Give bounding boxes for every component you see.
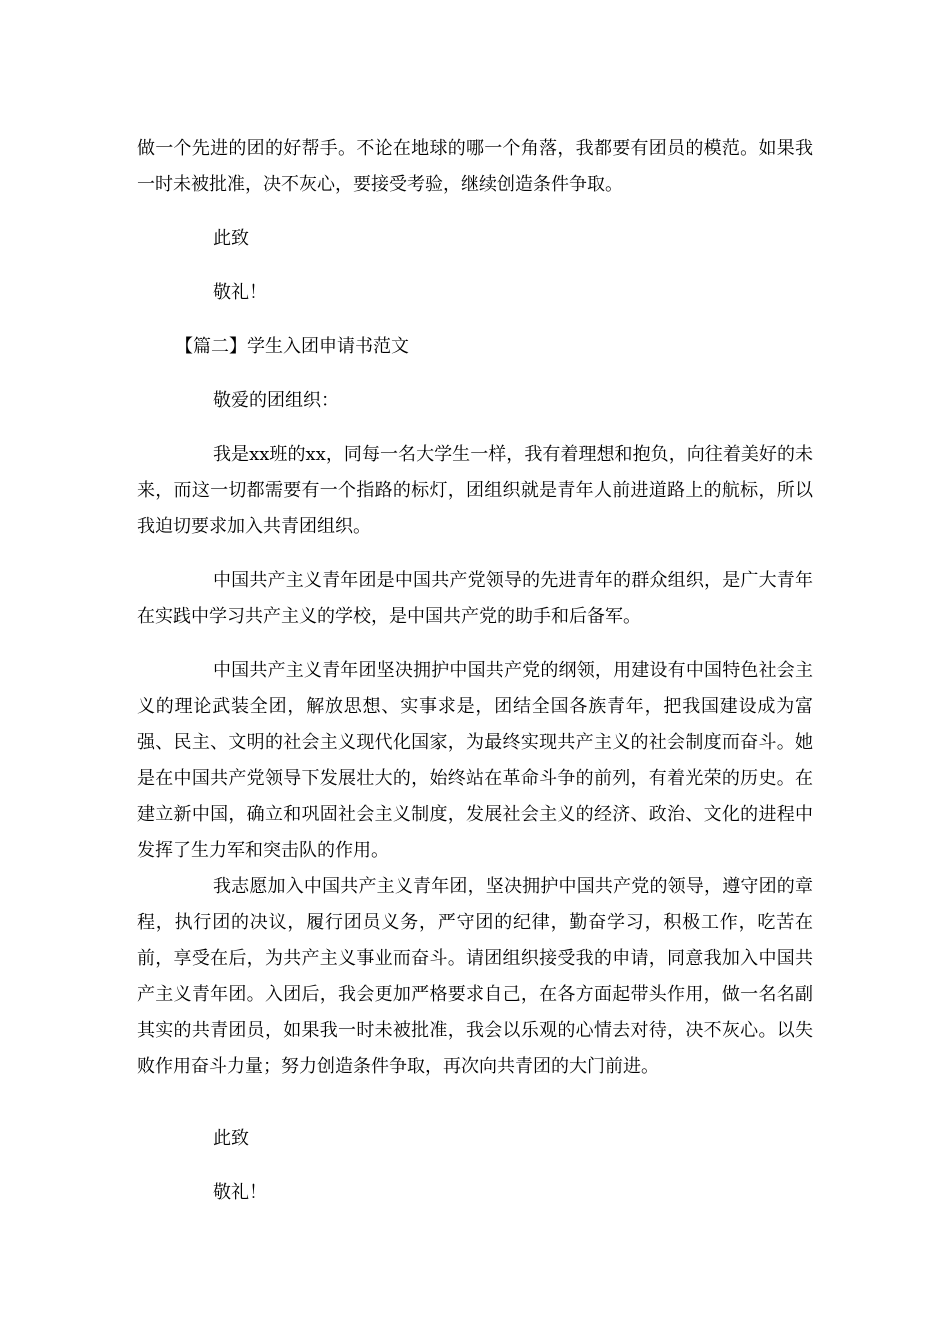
section-heading: 【篇二】学生入团申请书范文 — [175, 336, 409, 357]
paragraph-4: 我志愿加入中国共产主义青年团，坚决拥护中国共产党的领导，遵守团的章程，执行团的决议，履行团员义务，严守团的纪律，勤奋学习，积极工作，吃苦在前，享受在后，为共产主义事业而奋斗。请团组织接受我的申请，同意我加入中国共产主义青年团。入团后，我会更加严格要求自己，在各方面起带头作用，做一名名副其实的共青团员，如果我一时未被批准，我会以乐观的心情去对待，决不灰心。以失败作用奋斗力量；努力创造条件争取，再次向共青团的大门前进。 — [137, 876, 813, 1077]
greeting: 敬爱的团组织： — [213, 390, 339, 411]
closing-regards: 敬礼！ — [213, 1182, 267, 1203]
closing-salute: 此致 — [213, 228, 249, 249]
closing-regards: 敬礼！ — [213, 282, 267, 303]
paragraph-continuation: 做一个先进的团的好帮手。不论在地球的哪一个角落，我都要有团员的模范。如果我一时未被批准，决不灰心，要接受考验，继续创造条件争取。 — [137, 138, 813, 195]
closing-salute: 此致 — [213, 1128, 249, 1149]
paragraph-1: 我是xx班的xx，同每一名大学生一样，我有着理想和抱负，向往着美好的未来，而这一切都需要有一个指路的标灯，团组织就是青年人前进道路上的航标，所以我迫切要求加入共青团组织。 — [137, 444, 813, 537]
paragraph-2: 中国共产主义青年团是中国共产党领导的先进青年的群众组织，是广大青年在实践中学习共产主义的学校，是中国共产党的助手和后备军。 — [137, 570, 813, 627]
paragraph-3: 中国共产主义青年团坚决拥护中国共产党的纲领，用建设有中国特色社会主义的理论武装全团，解放思想、实事求是，团结全国各族青年，把我国建设成为富强、民主、文明的社会主义现代化国家，为最终实现共产主义的社会制度而奋斗。她是在中国共产党领导下发展壮大的，始终站在革命斗争的前列，有着光荣的历史。在建立新中国，确立和巩固社会主义制度，发展社会主义的经济、政治、文化的进程中发挥了生力军和突击队的作用。 — [137, 660, 813, 861]
